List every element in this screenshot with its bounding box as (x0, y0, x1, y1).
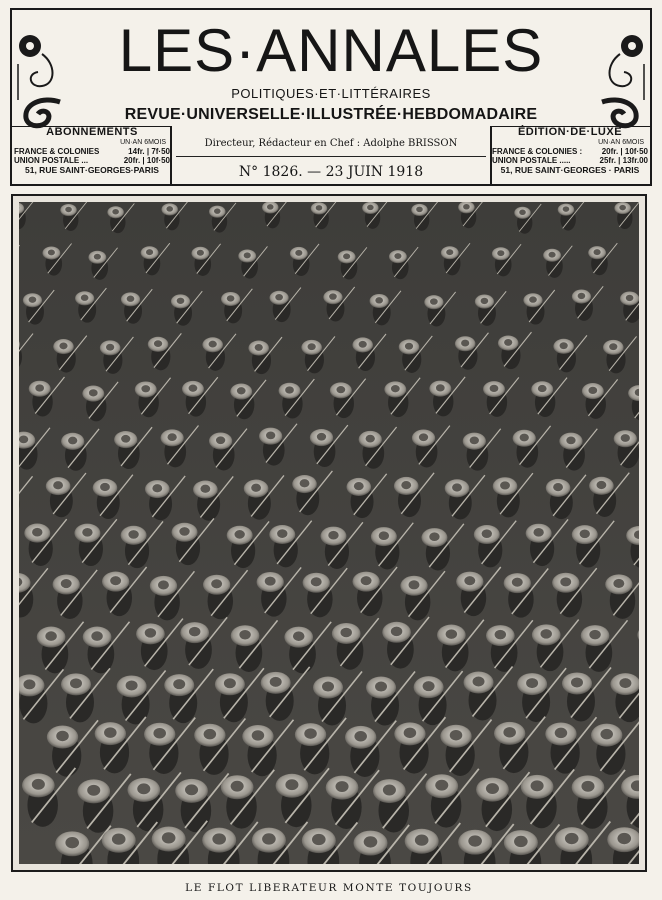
luxe-edition-box (492, 126, 648, 184)
luxe-edition-heading: ÉDITION·DE·LUXE (517, 126, 623, 138)
photo-caption: LE FLOT LIBERATEUR MONTE TOUJOURS (185, 882, 473, 894)
subscription-row-prices: 20fr. | 10f·50 (123, 156, 170, 165)
luxe-row-prices: 25fr. | 13fr.00 (599, 156, 648, 165)
subscription-row (14, 156, 170, 165)
subscription-row (14, 147, 170, 156)
subscriptions-address: 51, RUE SAINT·GEORGES·PARIS (25, 165, 159, 175)
magazine-title: LES·ANNALES (118, 17, 544, 84)
subscription-row-prices: 14fr. | 7f·50 (128, 147, 170, 156)
luxe-edition-columns: UN·AN 6MOIS (598, 139, 644, 146)
subscriptions-box (14, 126, 170, 184)
subscriptions-heading: ABONNEMENTS (46, 126, 138, 138)
luxe-edition-address: 51, RUE SAINT·GEORGES · PARIS (500, 165, 640, 175)
masthead-right-rule (650, 8, 652, 186)
issue-number-date: N° 1826. — 23 JUIN 1918 (176, 156, 486, 186)
luxe-row (492, 156, 648, 165)
magazine-tagline: REVUE·UNIVERSELLE·ILLUSTRÉE·HEBDOMADAIRE (124, 106, 538, 123)
luxe-row-prices: 20fr. | 10f·50 (601, 147, 648, 156)
luxe-row-label: UNION POSTALE ..... (492, 156, 571, 165)
cover-photo-frame (11, 194, 647, 872)
masthead-top-rule (10, 8, 652, 10)
luxe-row (492, 147, 648, 156)
flower-ornament-right-icon (590, 24, 650, 134)
marching-soldiers-photo (19, 202, 639, 864)
director-line: Directeur, Rédacteur en Chef : Adolphe BRISSON (204, 138, 458, 149)
masthead (10, 8, 652, 186)
luxe-row-label: FRANCE & COLONIES : (492, 147, 583, 156)
soldiers-crowd-illustration (19, 202, 639, 864)
subscription-row-label: FRANCE & COLONIES (14, 147, 100, 156)
subscription-row-label: UNION POSTALE ... (14, 156, 89, 165)
masthead-divider-left (170, 126, 172, 186)
subscriptions-columns: UN·AN 6MOIS (120, 139, 166, 146)
magazine-subtitle: POLITIQUES·ET·LITTÉRAIRES (231, 86, 431, 101)
flower-ornament-left-icon (12, 24, 72, 134)
